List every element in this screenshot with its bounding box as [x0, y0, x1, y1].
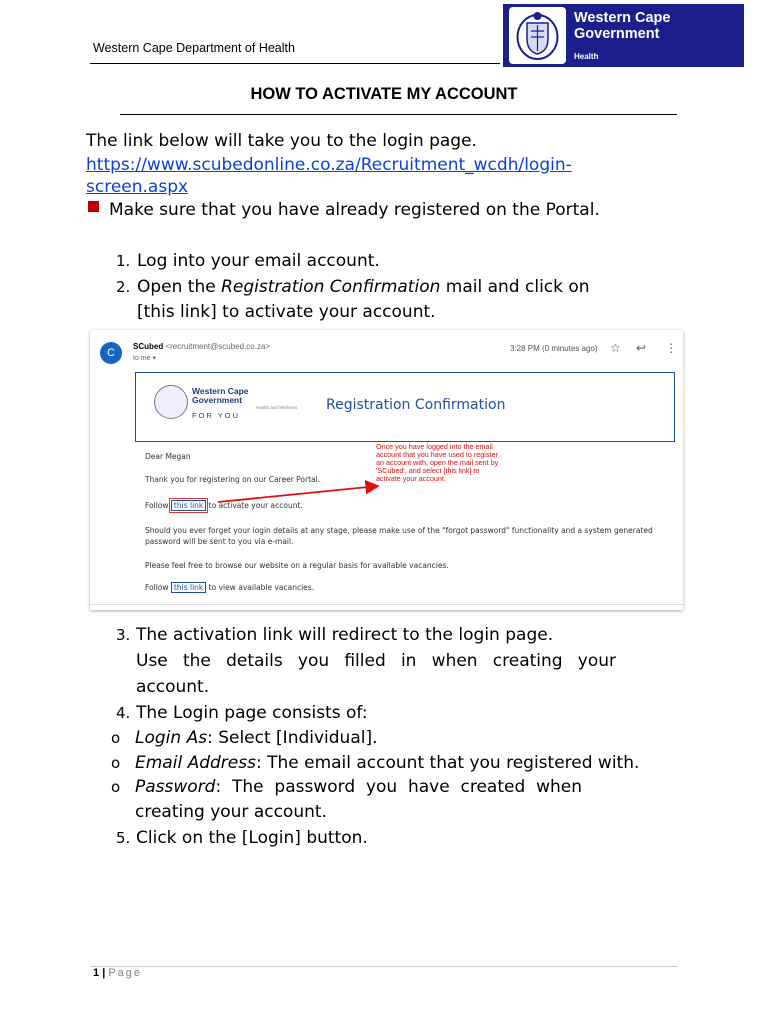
- step-number: 3.: [116, 626, 131, 644]
- password-item: Password: The password you have created when: [135, 777, 582, 797]
- coat-of-arms-icon: [509, 7, 566, 64]
- email-banner: [135, 372, 675, 442]
- bullet-text: Make sure that you have already registered on the Portal.: [109, 200, 600, 220]
- intro-text: The link below will take you to the login page.: [86, 131, 477, 151]
- banner-logo-tagline: FOR YOU: [192, 411, 241, 420]
- step-5-text: Click on the [Login] button.: [136, 828, 368, 848]
- banner-logo-text: Western Cape Government: [192, 386, 249, 405]
- step-3-text-line2: Use the details you filled in when creating your: [136, 651, 616, 671]
- step-3-text-line3: account.: [136, 677, 210, 697]
- step-number: 5.: [116, 829, 131, 847]
- step-number: 1.: [116, 252, 131, 270]
- circle-bullet: o: [111, 754, 121, 772]
- annotation-note: Once you have logged into the email account that you have used to register an account with, open the mail sent by 'SCubed', and select [this link] to activate your account.: [376, 442, 499, 483]
- activation-link[interactable]: this link: [171, 500, 206, 511]
- document-header-department: Western Cape Department of Health: [93, 41, 295, 55]
- step-3-text: The activation link will redirect to the login page.: [136, 625, 554, 645]
- email-vacancies-line: Follow this link to view available vacancies.: [145, 583, 315, 592]
- vacancies-link[interactable]: this link: [171, 582, 206, 593]
- login-page-link-continued[interactable]: screen.aspx: [86, 177, 189, 197]
- login-as-item: Login As: Select [Individual].: [135, 728, 378, 748]
- email-recipient: to me ▾: [133, 355, 156, 362]
- password-item-line2: creating your account.: [135, 802, 327, 822]
- bullet-square-icon: [88, 201, 99, 212]
- email-sender: SCubed <recruitment@scubed.co.za>: [133, 342, 271, 351]
- header-divider: [90, 63, 500, 64]
- step-4-text: The Login page consists of:: [136, 703, 368, 723]
- western-cape-government-logo: [503, 4, 744, 67]
- sender-avatar: C: [100, 342, 122, 364]
- footer-divider: [90, 966, 678, 967]
- email-forgot-password-line2: password will be sent to you via e-mail.: [145, 537, 294, 546]
- login-page-link[interactable]: https://www.scubedonline.co.za/Recruitment_wcdh/login-: [86, 155, 572, 175]
- circle-bullet: o: [111, 778, 121, 796]
- step-number: 2.: [116, 278, 131, 296]
- more-options-icon: ⋮: [665, 341, 677, 355]
- screenshot-bottom-line: [90, 604, 683, 605]
- step-2-text: Open the Registration Confirmation mail and click on: [137, 277, 590, 297]
- banner-logo-small: Health and Wellness: [256, 405, 298, 410]
- email-screenshot: [90, 330, 683, 610]
- circle-bullet: o: [111, 729, 121, 747]
- step-number: 4.: [116, 704, 131, 722]
- email-forgot-password: Should you ever forget your login details at any stage, please make use of the "forgot password" functionality and a system generated: [145, 526, 653, 535]
- email-activate-line: Follow this link to activate your account.: [145, 501, 303, 510]
- star-icon: ☆: [610, 341, 621, 355]
- email-address-item: Email Address: The email account that you registered with.: [135, 753, 640, 773]
- email-greeting: Dear Megan: [145, 452, 191, 461]
- email-timestamp: 3:28 PM (0 minutes ago): [510, 344, 598, 353]
- logo-subtext: Health: [574, 52, 599, 61]
- email-thanks: Thank you for registering on our Career Portal.: [145, 475, 321, 484]
- annotation-arrow-icon: [210, 480, 385, 510]
- email-browse: Please feel free to browse our website on a regular basis for available vacancies.: [145, 561, 449, 570]
- page-footer: 1 | Page: [93, 967, 143, 979]
- title-divider: [120, 114, 677, 115]
- registration-confirmation-title: Registration Confirmation: [326, 397, 506, 413]
- page-title: HOW TO ACTIVATE MY ACCOUNT: [250, 85, 518, 103]
- reply-icon: ↩: [636, 341, 647, 355]
- step-1-text: Log into your email account.: [137, 251, 380, 271]
- logo-text: Western Cape Government: [574, 10, 671, 42]
- step-2-text-line2: [this link] to activate your account.: [137, 302, 436, 322]
- banner-crest-icon: [154, 385, 188, 419]
